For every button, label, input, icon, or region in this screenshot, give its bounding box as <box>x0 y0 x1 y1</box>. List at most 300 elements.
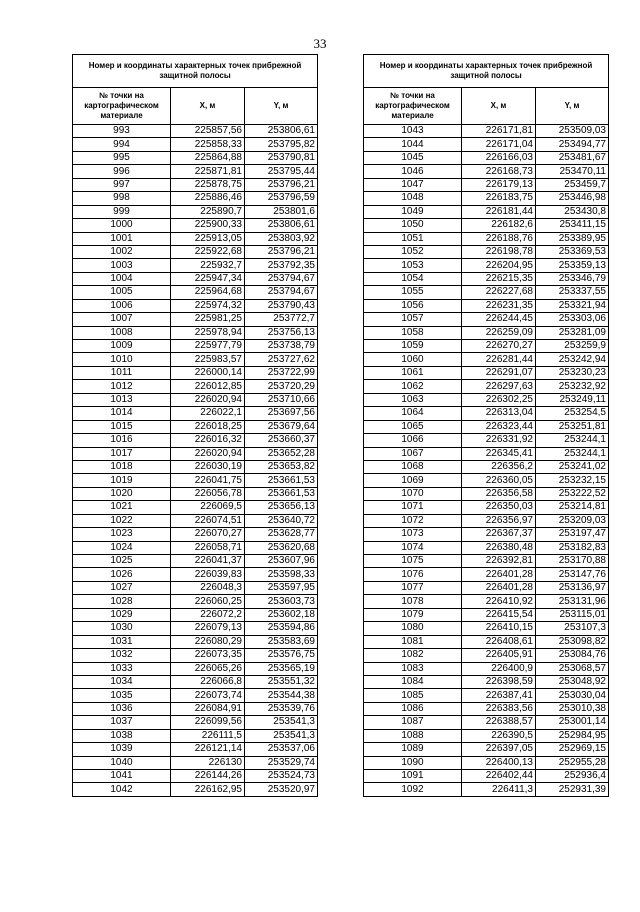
y-coordinate-cell: 253254,5 <box>536 407 609 420</box>
table-row <box>364 447 609 460</box>
point-number-cell: 1043 <box>364 125 462 138</box>
table-row <box>364 299 609 312</box>
point-number-cell: 1049 <box>364 205 462 218</box>
table-row <box>364 138 609 151</box>
point-number-cell: 1068 <box>364 460 462 473</box>
point-number-cell: 1023 <box>73 528 171 541</box>
y-coordinate-cell: 252936,4 <box>536 770 609 783</box>
x-coordinate-cell: 226398,59 <box>462 675 536 688</box>
x-coordinate-cell: 226367,37 <box>462 528 536 541</box>
x-coordinate-cell: 225886,46 <box>171 192 245 205</box>
table-row <box>364 245 609 258</box>
point-number-cell: 1006 <box>73 299 171 312</box>
x-coordinate-cell: 226168,73 <box>462 165 536 178</box>
table-row <box>364 649 609 662</box>
y-coordinate-cell: 253794,67 <box>245 286 318 299</box>
x-coordinate-cell: 226079,13 <box>171 622 245 635</box>
table-row <box>73 272 318 285</box>
table-row <box>73 420 318 433</box>
point-number-cell: 1036 <box>73 702 171 715</box>
x-coordinate-cell: 225947,34 <box>171 272 245 285</box>
point-number-cell: 1061 <box>364 366 462 379</box>
point-number-cell: 1080 <box>364 622 462 635</box>
x-coordinate-cell: 226016,32 <box>171 434 245 447</box>
y-coordinate-cell: 253594,86 <box>245 622 318 635</box>
point-number-cell: 1015 <box>73 420 171 433</box>
y-coordinate-cell: 253369,53 <box>536 245 609 258</box>
y-coordinate-cell: 253796,59 <box>245 192 318 205</box>
point-number-cell: 1069 <box>364 474 462 487</box>
x-coordinate-cell: 226121,14 <box>171 743 245 756</box>
table-row <box>73 245 318 258</box>
x-coordinate-cell: 226130 <box>171 756 245 769</box>
table-row <box>364 259 609 272</box>
point-number-cell: 1077 <box>364 581 462 594</box>
y-coordinate-cell: 253098,82 <box>536 635 609 648</box>
y-coordinate-cell: 253481,67 <box>536 151 609 164</box>
table-row <box>73 340 318 353</box>
point-number-cell: 1002 <box>73 245 171 258</box>
y-coordinate-cell: 253249,11 <box>536 393 609 406</box>
y-coordinate-cell: 253230,23 <box>536 366 609 379</box>
point-number-cell: 1083 <box>364 662 462 675</box>
x-coordinate-cell: 226080,29 <box>171 635 245 648</box>
x-coordinate-cell: 225858,33 <box>171 138 245 151</box>
table-row <box>364 702 609 715</box>
y-coordinate-cell: 253537,06 <box>245 743 318 756</box>
point-number-cell: 1007 <box>73 313 171 326</box>
table-title: Номер и координаты характерных точек прибрежной защитной полосы <box>364 55 609 88</box>
y-coordinate-cell: 253509,03 <box>536 125 609 138</box>
x-coordinate-cell: 226297,63 <box>462 380 536 393</box>
point-number-cell: 1012 <box>73 380 171 393</box>
y-coordinate-cell: 253620,68 <box>245 541 318 554</box>
point-number-cell: 1018 <box>73 460 171 473</box>
point-number-cell: 1024 <box>73 541 171 554</box>
x-coordinate-cell: 225977,79 <box>171 340 245 353</box>
table-row <box>73 675 318 688</box>
x-coordinate-cell: 226030,19 <box>171 460 245 473</box>
x-coordinate-cell: 226181,44 <box>462 205 536 218</box>
x-coordinate-cell: 226058,71 <box>171 541 245 554</box>
y-coordinate-cell: 253597,95 <box>245 581 318 594</box>
y-coordinate-cell: 252955,28 <box>536 756 609 769</box>
x-coordinate-cell: 225864,88 <box>171 151 245 164</box>
table-row <box>364 474 609 487</box>
y-coordinate-cell: 253214,81 <box>536 501 609 514</box>
table-row <box>364 783 609 796</box>
x-coordinate-cell: 226022,1 <box>171 407 245 420</box>
point-number-cell: 1004 <box>73 272 171 285</box>
y-coordinate-cell: 253430,8 <box>536 205 609 218</box>
x-coordinate-cell: 226020,94 <box>171 447 245 460</box>
table-row <box>73 353 318 366</box>
table-row <box>73 514 318 527</box>
point-number-cell: 1087 <box>364 716 462 729</box>
x-coordinate-cell: 226383,56 <box>462 702 536 715</box>
x-coordinate-cell: 225981,25 <box>171 313 245 326</box>
point-number-cell: 1030 <box>73 622 171 635</box>
x-coordinate-cell: 225890,7 <box>171 205 245 218</box>
x-coordinate-cell: 226039,83 <box>171 568 245 581</box>
table-row <box>73 541 318 554</box>
x-coordinate-cell: 226070,27 <box>171 528 245 541</box>
y-coordinate-cell: 253795,82 <box>245 138 318 151</box>
x-coordinate-cell: 226056,78 <box>171 487 245 500</box>
x-coordinate-cell: 226048,3 <box>171 581 245 594</box>
table-row <box>73 474 318 487</box>
point-number-cell: 1071 <box>364 501 462 514</box>
y-coordinate-cell: 253661,53 <box>245 487 318 500</box>
x-coordinate-cell: 225974,32 <box>171 299 245 312</box>
y-coordinate-cell: 253790,43 <box>245 299 318 312</box>
y-coordinate-cell: 253583,69 <box>245 635 318 648</box>
x-coordinate-cell: 225878,75 <box>171 178 245 191</box>
table-row <box>364 581 609 594</box>
y-coordinate-cell: 253389,95 <box>536 232 609 245</box>
y-coordinate-cell: 253602,18 <box>245 608 318 621</box>
point-number-cell: 1019 <box>73 474 171 487</box>
table-row <box>364 756 609 769</box>
x-coordinate-cell: 226183,75 <box>462 192 536 205</box>
y-coordinate-cell: 253801,6 <box>245 205 318 218</box>
x-coordinate-cell: 225857,56 <box>171 125 245 138</box>
table-row <box>364 125 609 138</box>
x-coordinate-cell: 226388,57 <box>462 716 536 729</box>
point-number-cell: 1090 <box>364 756 462 769</box>
table-row <box>73 581 318 594</box>
table-row <box>364 528 609 541</box>
table-row <box>73 756 318 769</box>
y-coordinate-cell: 253241,02 <box>536 460 609 473</box>
table-row <box>364 729 609 742</box>
point-number-cell: 1010 <box>73 353 171 366</box>
x-coordinate-cell: 226411,3 <box>462 783 536 796</box>
x-coordinate-cell: 226244,45 <box>462 313 536 326</box>
point-number-cell: 994 <box>73 138 171 151</box>
x-coordinate-cell: 226302,25 <box>462 393 536 406</box>
point-number-cell: 1081 <box>364 635 462 648</box>
point-number-cell: 1008 <box>73 326 171 339</box>
x-coordinate-cell: 226072,2 <box>171 608 245 621</box>
point-number-cell: 1051 <box>364 232 462 245</box>
y-coordinate-cell: 253790,81 <box>245 151 318 164</box>
table-row <box>73 460 318 473</box>
point-number-cell: 1063 <box>364 393 462 406</box>
point-number-cell: 1038 <box>73 729 171 742</box>
y-coordinate-cell: 253710,66 <box>245 393 318 406</box>
y-coordinate-cell: 252984,95 <box>536 729 609 742</box>
table-row <box>73 407 318 420</box>
point-number-cell: 998 <box>73 192 171 205</box>
y-coordinate-cell: 253524,73 <box>245 770 318 783</box>
table-row <box>364 366 609 379</box>
y-coordinate-cell: 253303,06 <box>536 313 609 326</box>
y-coordinate-cell: 253652,28 <box>245 447 318 460</box>
y-coordinate-cell: 253679,64 <box>245 420 318 433</box>
y-coordinate-cell: 253446,98 <box>536 192 609 205</box>
point-number-cell: 1040 <box>73 756 171 769</box>
table-row <box>73 622 318 635</box>
table-row <box>73 649 318 662</box>
y-coordinate-cell: 253147,76 <box>536 568 609 581</box>
y-coordinate-cell: 253796,21 <box>245 178 318 191</box>
table-row <box>364 192 609 205</box>
point-number-cell: 1072 <box>364 514 462 527</box>
table-row <box>364 595 609 608</box>
point-number-cell: 1013 <box>73 393 171 406</box>
table-row <box>364 662 609 675</box>
y-coordinate-cell: 253337,55 <box>536 286 609 299</box>
table-row <box>73 178 318 191</box>
y-coordinate-cell: 253494,77 <box>536 138 609 151</box>
point-number-cell: 999 <box>73 205 171 218</box>
y-coordinate-cell: 252969,15 <box>536 743 609 756</box>
y-coordinate-cell: 253281,09 <box>536 326 609 339</box>
point-number-cell: 1001 <box>73 232 171 245</box>
point-number-cell: 1067 <box>364 447 462 460</box>
point-number-cell: 1045 <box>364 151 462 164</box>
y-coordinate-cell: 253209,03 <box>536 514 609 527</box>
table-row <box>73 702 318 715</box>
point-number-cell: 1037 <box>73 716 171 729</box>
point-number-cell: 1054 <box>364 272 462 285</box>
y-coordinate-cell: 253136,97 <box>536 581 609 594</box>
table-row <box>73 783 318 796</box>
point-number-cell: 1042 <box>73 783 171 796</box>
table-row <box>73 595 318 608</box>
table-row <box>364 716 609 729</box>
point-number-cell: 1022 <box>73 514 171 527</box>
table-row <box>364 393 609 406</box>
y-coordinate-cell: 253576,75 <box>245 649 318 662</box>
y-coordinate-cell: 253803,92 <box>245 232 318 245</box>
table-row <box>73 528 318 541</box>
x-coordinate-cell: 226074,51 <box>171 514 245 527</box>
x-coordinate-cell: 226356,97 <box>462 514 536 527</box>
x-coordinate-cell: 226018,25 <box>171 420 245 433</box>
point-number-cell: 1044 <box>364 138 462 151</box>
point-number-cell: 1027 <box>73 581 171 594</box>
point-number-cell: 1047 <box>364 178 462 191</box>
point-number-cell: 1029 <box>73 608 171 621</box>
point-number-cell: 1041 <box>73 770 171 783</box>
table-title: Номер и координаты характерных точек прибрежной защитной полосы <box>73 55 318 88</box>
y-coordinate-cell: 253796,21 <box>245 245 318 258</box>
coordinates-table-left <box>72 54 318 797</box>
table-row <box>73 125 318 138</box>
y-coordinate-cell: 253772,7 <box>245 313 318 326</box>
y-coordinate-cell: 253321,94 <box>536 299 609 312</box>
table-row <box>73 487 318 500</box>
y-coordinate-cell: 253607,96 <box>245 555 318 568</box>
table-row <box>364 541 609 554</box>
y-coordinate-cell: 253470,11 <box>536 165 609 178</box>
table-row <box>364 353 609 366</box>
x-coordinate-cell: 225871,81 <box>171 165 245 178</box>
point-column-header: № точки на картографическом материале <box>364 88 462 125</box>
y-coordinate-cell: 253048,92 <box>536 675 609 688</box>
point-number-cell: 1064 <box>364 407 462 420</box>
point-number-cell: 1034 <box>73 675 171 688</box>
point-number-cell: 1035 <box>73 689 171 702</box>
table-row <box>73 299 318 312</box>
point-number-cell: 1052 <box>364 245 462 258</box>
y-coordinate-cell: 253738,79 <box>245 340 318 353</box>
x-coordinate-cell: 226400,9 <box>462 662 536 675</box>
y-coordinate-cell: 253529,74 <box>245 756 318 769</box>
point-number-cell: 1073 <box>364 528 462 541</box>
table-row <box>364 326 609 339</box>
point-number-cell: 1005 <box>73 286 171 299</box>
x-coordinate-cell: 226323,44 <box>462 420 536 433</box>
table-row <box>364 675 609 688</box>
x-coordinate-cell: 226065,26 <box>171 662 245 675</box>
point-number-cell: 1070 <box>364 487 462 500</box>
y-coordinate-cell: 253806,61 <box>245 125 318 138</box>
point-number-cell: 1062 <box>364 380 462 393</box>
x-coordinate-cell: 225964,68 <box>171 286 245 299</box>
point-number-cell: 1032 <box>73 649 171 662</box>
point-number-cell: 1011 <box>73 366 171 379</box>
table-row <box>364 460 609 473</box>
table-row <box>364 340 609 353</box>
table-row <box>73 165 318 178</box>
y-coordinate-cell: 253661,53 <box>245 474 318 487</box>
x-coordinate-cell: 226215,35 <box>462 272 536 285</box>
x-coordinate-cell: 226401,28 <box>462 568 536 581</box>
x-coordinate-cell: 226350,03 <box>462 501 536 514</box>
table-row <box>73 743 318 756</box>
x-coordinate-cell: 226331,92 <box>462 434 536 447</box>
point-number-cell: 1025 <box>73 555 171 568</box>
y-coordinate-cell: 253182,83 <box>536 541 609 554</box>
y-coordinate-cell: 253115,01 <box>536 608 609 621</box>
x-coordinate-cell: 226401,28 <box>462 581 536 594</box>
y-coordinate-cell: 253242,94 <box>536 353 609 366</box>
x-coordinate-cell: 226166,03 <box>462 151 536 164</box>
x-coordinate-cell: 226415,54 <box>462 608 536 621</box>
point-number-cell: 1021 <box>73 501 171 514</box>
table-row <box>73 219 318 232</box>
table-row <box>364 501 609 514</box>
point-number-cell: 1017 <box>73 447 171 460</box>
x-coordinate-cell: 226356,2 <box>462 460 536 473</box>
table-row <box>73 259 318 272</box>
table-row <box>364 434 609 447</box>
x-coordinate-cell: 226073,35 <box>171 649 245 662</box>
x-coordinate-cell: 226231,35 <box>462 299 536 312</box>
y-coordinate-cell: 253197,47 <box>536 528 609 541</box>
point-number-cell: 1028 <box>73 595 171 608</box>
table-row <box>364 272 609 285</box>
point-number-cell: 1088 <box>364 729 462 742</box>
y-coordinate-cell: 253222,52 <box>536 487 609 500</box>
x-coordinate-cell: 226408,61 <box>462 635 536 648</box>
table-row <box>73 689 318 702</box>
point-number-cell: 1003 <box>73 259 171 272</box>
table-row <box>364 165 609 178</box>
x-coordinate-cell: 226402,44 <box>462 770 536 783</box>
table-row <box>364 743 609 756</box>
table-row <box>73 232 318 245</box>
y-coordinate-cell: 252931,39 <box>536 783 609 796</box>
x-coordinate-cell: 226162,95 <box>171 783 245 796</box>
x-coordinate-cell: 226291,07 <box>462 366 536 379</box>
x-coordinate-cell: 226410,92 <box>462 595 536 608</box>
point-number-cell: 1076 <box>364 568 462 581</box>
x-coordinate-cell: 226084,91 <box>171 702 245 715</box>
y-coordinate-cell: 253541,3 <box>245 729 318 742</box>
x-coordinate-cell: 226171,81 <box>462 125 536 138</box>
x-coordinate-cell: 226380,48 <box>462 541 536 554</box>
point-number-cell: 995 <box>73 151 171 164</box>
table-row <box>364 608 609 621</box>
y-coordinate-cell: 253656,13 <box>245 501 318 514</box>
point-number-cell: 1026 <box>73 568 171 581</box>
table-row <box>73 501 318 514</box>
table-row <box>73 608 318 621</box>
x-coordinate-cell: 226204,95 <box>462 259 536 272</box>
x-coordinate-cell: 226182,6 <box>462 219 536 232</box>
y-column-header: Y, м <box>536 88 609 125</box>
y-coordinate-cell: 253244,1 <box>536 447 609 460</box>
table-row <box>73 447 318 460</box>
table-row <box>364 689 609 702</box>
point-number-cell: 1082 <box>364 649 462 662</box>
y-coordinate-cell: 253030,04 <box>536 689 609 702</box>
table-row <box>73 729 318 742</box>
y-coordinate-cell: 253541,3 <box>245 716 318 729</box>
table-row <box>364 219 609 232</box>
y-coordinate-cell: 253720,29 <box>245 380 318 393</box>
point-number-cell: 1057 <box>364 313 462 326</box>
point-number-cell: 1089 <box>364 743 462 756</box>
point-number-cell: 1059 <box>364 340 462 353</box>
point-number-cell: 1058 <box>364 326 462 339</box>
point-number-cell: 1055 <box>364 286 462 299</box>
y-coordinate-cell: 253459,7 <box>536 178 609 191</box>
x-coordinate-cell: 225900,33 <box>171 219 245 232</box>
table-row <box>364 205 609 218</box>
point-number-cell: 1066 <box>364 434 462 447</box>
x-column-header: X, м <box>462 88 536 125</box>
y-coordinate-cell: 253170,88 <box>536 555 609 568</box>
point-number-cell: 1031 <box>73 635 171 648</box>
table-row <box>364 568 609 581</box>
table-row <box>364 555 609 568</box>
table-row <box>364 420 609 433</box>
y-coordinate-cell: 253001,14 <box>536 716 609 729</box>
y-coordinate-cell: 253603,73 <box>245 595 318 608</box>
x-coordinate-cell: 226000,14 <box>171 366 245 379</box>
x-coordinate-cell: 226171,04 <box>462 138 536 151</box>
point-number-cell: 1039 <box>73 743 171 756</box>
table-row <box>364 635 609 648</box>
x-coordinate-cell: 226069,5 <box>171 501 245 514</box>
y-coordinate-cell: 253598,33 <box>245 568 318 581</box>
point-number-cell: 1075 <box>364 555 462 568</box>
x-coordinate-cell: 225922,68 <box>171 245 245 258</box>
y-coordinate-cell: 253232,15 <box>536 474 609 487</box>
table-row <box>73 151 318 164</box>
y-coordinate-cell: 253544,38 <box>245 689 318 702</box>
table-row <box>73 434 318 447</box>
table-row <box>73 716 318 729</box>
x-coordinate-cell: 226397,05 <box>462 743 536 756</box>
y-coordinate-cell: 253520,97 <box>245 783 318 796</box>
x-coordinate-cell: 225932,7 <box>171 259 245 272</box>
